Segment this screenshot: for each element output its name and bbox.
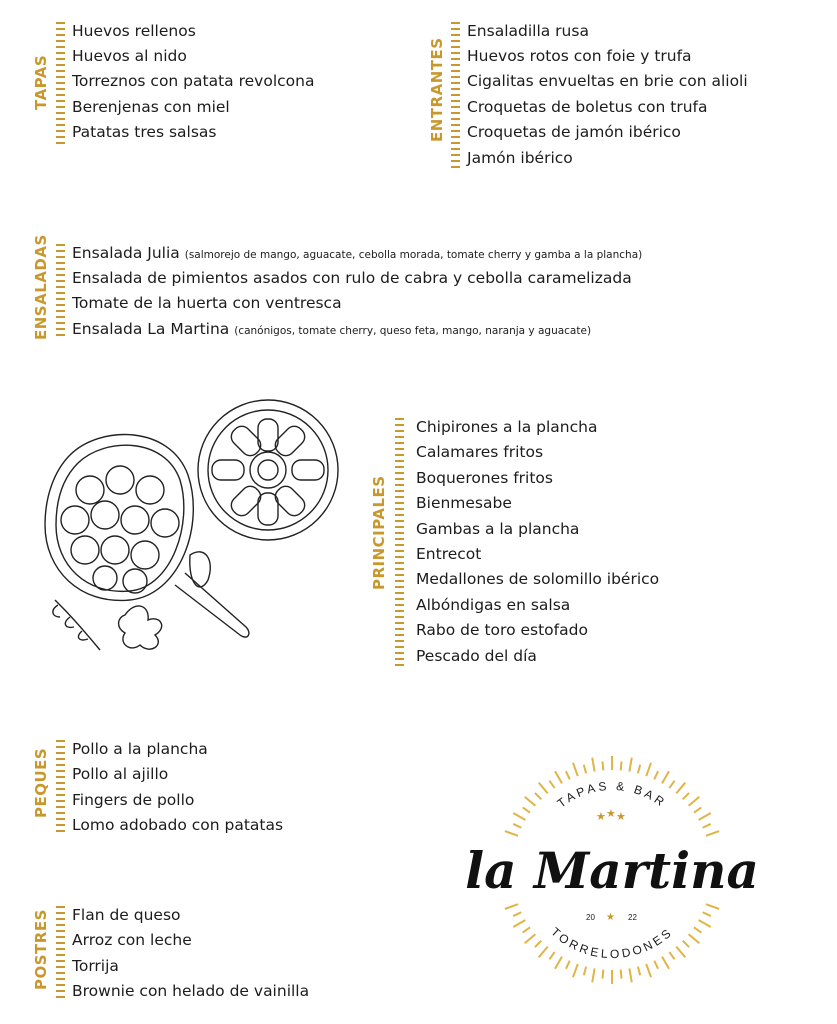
logo-year-right: 22 xyxy=(628,913,637,922)
menu-item-name: Cigalitas envueltas en brie con alioli xyxy=(467,72,748,90)
logo-ray xyxy=(523,807,530,812)
logo-ray xyxy=(523,927,530,932)
menu-item-note: (canónigos, tomate cherry, queso feta, mango, naranja y aguacate) xyxy=(234,325,592,337)
logo-ray xyxy=(549,952,554,959)
menu-item-name: Gambas a la plancha xyxy=(416,520,580,538)
logo-ray xyxy=(662,771,669,783)
logo-ray xyxy=(654,961,658,969)
menu-item-name: Bienmesabe xyxy=(416,494,512,512)
logo-ray xyxy=(706,904,719,909)
logo-ray xyxy=(513,912,521,916)
menu-item-name: Medallones de solomillo ibérico xyxy=(416,570,660,588)
logo-ray xyxy=(566,771,570,779)
logo-ray xyxy=(525,934,536,943)
menu-item-note: (salmorejo de mango, aguacate, cebolla morada, tomate cherry y gamba a la plancha) xyxy=(184,249,643,261)
menu-item-name: Pollo al ajillo xyxy=(72,765,169,783)
menu-item-name: Ensalada Julia (salmorejo de mango, aguacate, cebolla morada, tomate cherry y gamba a la plancha) xyxy=(72,244,643,262)
logo-ray xyxy=(535,793,541,799)
menu-item-name: Croquetas de jamón ibérico xyxy=(467,123,681,141)
logo-ray xyxy=(513,824,521,828)
logo-ray xyxy=(539,783,548,794)
logo-ray xyxy=(573,964,578,977)
menu-item-name: Brownie con helado de vainilla xyxy=(72,982,310,1000)
principales-section-title: PRINCIPALES xyxy=(370,475,388,590)
logo-ray xyxy=(603,761,604,770)
logo-ray xyxy=(603,970,604,979)
ensaladas-section-title: ENSALADAS xyxy=(32,234,50,340)
logo-star: ★ xyxy=(606,912,615,923)
postres-divider xyxy=(56,906,65,1002)
croquettes-plate-drawing xyxy=(198,400,338,540)
tapas-section-title: TAPAS xyxy=(32,54,50,110)
menu-item-name: Huevos al nido xyxy=(72,47,187,65)
logo-year-left: 20 xyxy=(586,913,595,922)
logo-ray xyxy=(584,967,586,976)
logo-ray xyxy=(694,807,701,812)
logo-star: ★ xyxy=(616,810,626,823)
menu-item-name: Huevos rellenos xyxy=(72,22,196,40)
menu-item-name: Calamares fritos xyxy=(416,443,544,461)
menu-item-name: Patatas tres salsas xyxy=(72,123,217,141)
logo-ray xyxy=(669,781,674,788)
logo-ray xyxy=(689,797,700,806)
logo-ray xyxy=(592,758,594,772)
logo-ray xyxy=(555,957,562,969)
entrantes-divider xyxy=(451,22,460,170)
logo-ray xyxy=(699,920,711,927)
menu-item-name: Pescado del día xyxy=(416,647,537,665)
logo-ray xyxy=(646,763,651,776)
logo-ray xyxy=(555,771,562,783)
peques-divider xyxy=(56,740,65,836)
menu-item-name: Arroz con leche xyxy=(72,931,192,949)
menu-item-name: Flan de queso xyxy=(72,906,181,924)
meatballs-pan-drawing xyxy=(45,435,249,650)
menu-item-name: Ensaladilla rusa xyxy=(467,22,589,40)
logo-top-text: TAPAS & BAR xyxy=(554,778,670,811)
logo-ray xyxy=(689,934,700,943)
logo-ray xyxy=(683,793,689,799)
menu-item-name: Rabo de toro estofado xyxy=(416,621,588,639)
logo-ray xyxy=(706,831,719,836)
menu-item-name: Berenjenas con miel xyxy=(72,98,230,116)
menu-item-name: Lomo adobado con patatas xyxy=(72,816,284,834)
logo-ray xyxy=(539,947,548,958)
menu-item-name: Chipirones a la plancha xyxy=(416,418,598,436)
logo-ray xyxy=(646,964,651,977)
menu-item-name: Albóndigas en salsa xyxy=(416,596,571,614)
logo-ray xyxy=(513,920,525,927)
logo-ray xyxy=(566,961,570,969)
logo-ray xyxy=(699,813,711,820)
logo-ray xyxy=(629,758,631,772)
menu-item-name: Croquetas de boletus con trufa xyxy=(467,98,708,116)
logo-ray xyxy=(694,927,701,932)
menu-item-name: Huevos rotos con foie y trufa xyxy=(467,47,692,65)
logo-ray xyxy=(525,797,536,806)
tapas-divider xyxy=(56,22,65,144)
logo-ray xyxy=(629,968,631,982)
menu-item-name: Boquerones fritos xyxy=(416,469,553,487)
menu-item-name: Torrija xyxy=(72,957,119,975)
principales-divider xyxy=(395,418,404,666)
logo-ray xyxy=(676,947,685,958)
logo-ray xyxy=(592,968,594,982)
logo-ray xyxy=(535,941,541,947)
logo-ray xyxy=(703,824,711,828)
postres-section-title: POSTRES xyxy=(32,909,50,990)
logo-ray xyxy=(621,761,622,770)
logo-script-name: la Martina xyxy=(465,841,759,900)
logo-ray xyxy=(676,783,685,794)
menu-item-name: Torreznos con patata revolcona xyxy=(72,72,315,90)
logo-ray xyxy=(703,912,711,916)
menu-item-name: Fingers de pollo xyxy=(72,791,195,809)
logo-ray xyxy=(662,957,669,969)
logo-ray xyxy=(573,763,578,776)
menu-item-name: Ensalada La Martina (canónigos, tomate cherry, queso feta, mango, naranja y aguacate) xyxy=(72,320,592,338)
logo-ray xyxy=(584,765,586,774)
menu-item-name: Jamón ibérico xyxy=(467,149,573,167)
logo-ray xyxy=(505,904,518,909)
logo-ray xyxy=(638,967,640,976)
menu-item-name: Entrecot xyxy=(416,545,482,563)
logo-star: ★ xyxy=(596,810,606,823)
la-martina-logo xyxy=(462,750,762,990)
menu-item-name: Ensalada de pimientos asados con rulo de cabra y cebolla caramelizada xyxy=(72,269,632,287)
menu-item-name: Pollo a la plancha xyxy=(72,740,208,758)
logo-ray xyxy=(513,813,525,820)
logo-bottom-text: TORRELODONES xyxy=(548,924,676,962)
menu-item-name: Tomate de la huerta con ventresca xyxy=(72,294,342,312)
logo-ray xyxy=(638,765,640,774)
ensaladas-divider xyxy=(56,244,65,340)
logo-star: ★ xyxy=(606,807,616,820)
logo-ray xyxy=(683,941,689,947)
entrantes-section-title: ENTRANTES xyxy=(428,37,446,142)
logo-ray xyxy=(549,781,554,788)
logo-ray xyxy=(654,771,658,779)
logo-ray xyxy=(505,831,518,836)
logo-ray xyxy=(621,970,622,979)
food-illustration xyxy=(30,395,370,665)
logo-ray xyxy=(669,952,674,959)
peques-section-title: PEQUES xyxy=(32,747,50,818)
